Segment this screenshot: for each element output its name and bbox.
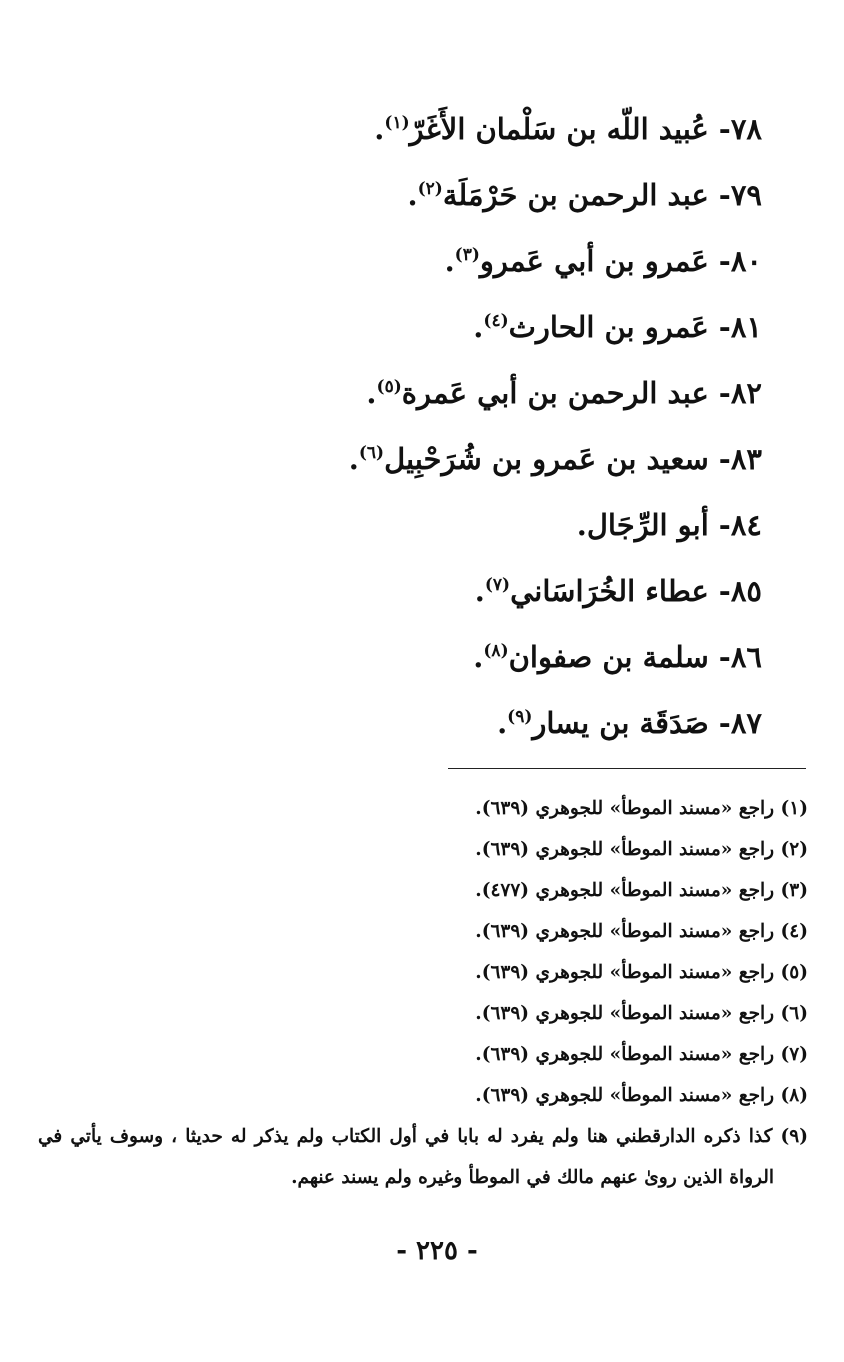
entry-name: عبد الرحمن بن حَرْمَلَة bbox=[442, 178, 709, 212]
narrator-entry bbox=[202, 100, 762, 166]
entry-name: عبد الرحمن بن أبي عَمرة bbox=[401, 376, 709, 410]
footnote-marker[interactable]: (٦) bbox=[358, 443, 385, 463]
narrator-entry bbox=[202, 298, 762, 364]
footnote-marker[interactable]: (٩) bbox=[507, 707, 533, 727]
entry-end: . bbox=[348, 442, 359, 476]
footnote-marker[interactable]: (٣) bbox=[454, 245, 480, 265]
footnote-marker[interactable]: (٤) bbox=[483, 311, 509, 331]
footnote: (٢) راجع «مسند الموطأ» للجوهري (٦٣٩). bbox=[475, 839, 808, 860]
entry-name: عُبيد اللّه بن سَلْمان الأَغَرّ bbox=[409, 112, 709, 146]
narrator-entry bbox=[202, 232, 762, 298]
entry-end: . bbox=[473, 310, 484, 344]
entry-name: عطاء الخُرَاسَاني bbox=[510, 574, 709, 608]
entry-end: . bbox=[407, 178, 418, 212]
entry-number: ٨٦- bbox=[718, 640, 762, 674]
entry-number: ٨٠- bbox=[718, 244, 762, 278]
narrator-entry bbox=[202, 166, 762, 232]
footnote-marker[interactable]: (٧) bbox=[484, 575, 511, 595]
entry-end: . bbox=[473, 640, 484, 674]
entry-name: سعيد بن عَمرو بن شُرَحْبِيل bbox=[384, 442, 709, 476]
footnote-marker[interactable]: (٥) bbox=[376, 377, 402, 397]
narrator-list bbox=[202, 100, 762, 760]
footnote: (٦) راجع «مسند الموطأ» للجوهري (٦٣٩). bbox=[475, 1003, 808, 1024]
entry-name: عَمرو بن الحارث bbox=[508, 310, 709, 344]
footnote-divider bbox=[448, 768, 806, 769]
narrator-entry bbox=[202, 364, 762, 430]
entry-number: ٨١- bbox=[718, 310, 762, 344]
footnote: (٨) راجع «مسند الموطأ» للجوهري (٦٣٩). bbox=[475, 1085, 808, 1106]
footnote-marker[interactable]: (٢) bbox=[417, 179, 443, 199]
entry-number: ٨٣- bbox=[718, 442, 762, 476]
page-number: - ٢٢٥ - bbox=[396, 1236, 478, 1266]
narrator-entry bbox=[202, 496, 762, 562]
entry-end: . bbox=[366, 376, 377, 410]
footnote: (٤) راجع «مسند الموطأ» للجوهري (٦٣٩). bbox=[475, 921, 808, 942]
narrator-entry bbox=[202, 430, 762, 496]
entry-end: . bbox=[474, 574, 485, 608]
entry-end: . bbox=[374, 112, 385, 146]
narrator-entry bbox=[202, 628, 762, 694]
footnote: (٣) راجع «مسند الموطأ» للجوهري (٤٧٧). bbox=[475, 880, 808, 901]
entry-number: ٨٢- bbox=[718, 376, 762, 410]
narrator-entry bbox=[202, 562, 762, 628]
footnote: (٩) كذا ذكره الدارقطني هنا ولم يفرد له بابا في أول الكتاب ولم يذكر له حديثا ، وسوف يأتي في الرواة الذين روىٰ عنهم مالك في الموطأ وغيره ولم يسند عنهم. bbox=[38, 1126, 808, 1188]
footnote-marker[interactable]: (١) bbox=[384, 113, 410, 133]
footnote: (٧) راجع «مسند الموطأ» للجوهري (٦٣٩). bbox=[475, 1044, 808, 1065]
entry-name: عَمرو بن أبي عَمرو bbox=[479, 244, 709, 278]
narrator-entry bbox=[202, 694, 762, 760]
entry-number: ٧٩- bbox=[718, 178, 762, 212]
entry-number: ٧٨- bbox=[718, 112, 762, 146]
entry-number: ٨٤- bbox=[718, 508, 762, 542]
entry-name: صَدَقَة بن يسار bbox=[532, 706, 709, 740]
entry-name: أبو الرِّجَال. bbox=[576, 508, 709, 542]
footnote: (١) راجع «مسند الموطأ» للجوهري (٦٣٩). bbox=[475, 798, 808, 819]
entry-end: . bbox=[444, 244, 455, 278]
footnotes-section bbox=[38, 788, 808, 1198]
entry-end: . bbox=[497, 706, 508, 740]
entry-number: ٨٧- bbox=[718, 706, 762, 740]
footnote-marker[interactable]: (٨) bbox=[483, 641, 509, 661]
footnote: (٥) راجع «مسند الموطأ» للجوهري (٦٣٩). bbox=[475, 962, 808, 983]
entry-name: سلمة بن صفوان bbox=[508, 640, 709, 674]
entry-number: ٨٥- bbox=[718, 574, 762, 608]
